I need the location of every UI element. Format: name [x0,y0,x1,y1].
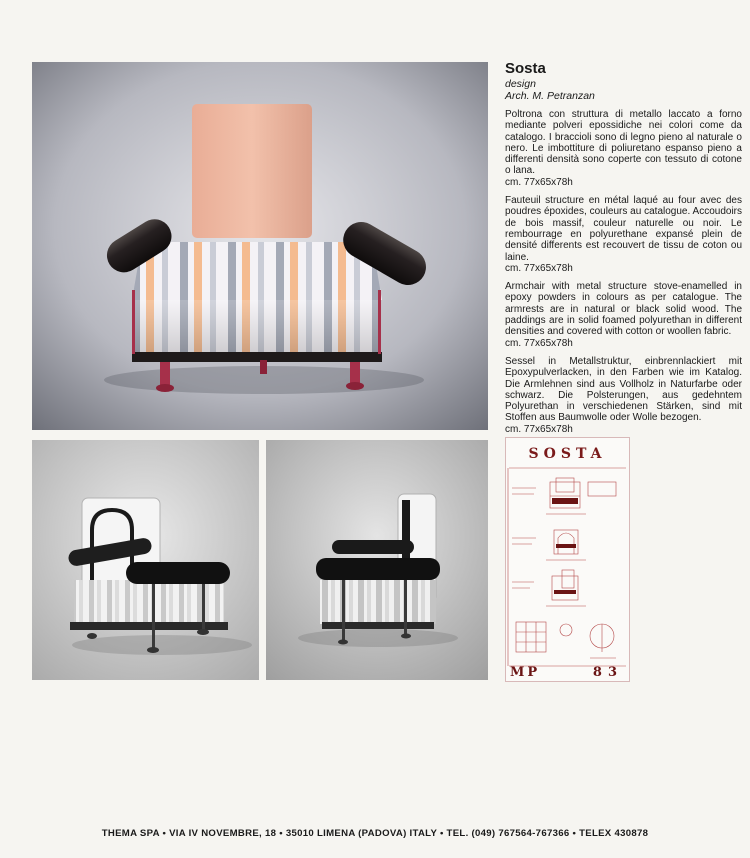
drawing-graphics [506,438,629,681]
armchair-rear-bw-image [32,440,259,680]
description-column [505,60,742,435]
description-text: Fauteuil structure en métal laqué au four avec des poudres époxides, couleurs au catalogue. Accoudoirs de bois massif, couleur naturelle ou noir. Le rembourrage en polyurethane expansé plein de densité differents est recouvert de tissu de coton ou laine. [505,195,742,263]
dimensions: cm. 77x65x78h [505,337,573,349]
description-text: Armchair with metal structure stove-enamelled in epoxy powders in colours as per catalogue. The armrests are in natural or black solid wood. The paddings are in solid foamed polyurethan in different densities and covered with cotton or woollen fabric. [505,281,742,338]
description-english [505,281,742,349]
product-title: Sosta [505,60,546,77]
dimensions: cm. 77x65x78h [505,176,573,188]
design-label: design [505,78,536,90]
description-italian [505,109,742,188]
dimensions: cm. 77x65x78h [505,423,573,435]
description-french [505,195,742,274]
sheet-title: SOSTA [528,446,607,462]
rear-view-photo [32,440,259,680]
armchair-color-image [32,62,488,430]
side-view-photo [266,440,488,680]
company-footer: THEMA SPA • VIA IV NOVEMBRE, 18 • 35010 LIMENA (PADOVA) ITALY • TEL. (049) 767564-767366 • TELEX 430878 [101,828,649,839]
sheet-code-left: MP [510,665,541,680]
sheet-code-right: 83 [592,665,623,680]
main-product-photo [32,62,488,430]
technical-drawing-sheet [505,437,630,682]
description-german [505,356,742,435]
designer-name: Arch. M. Petranzan [505,90,595,102]
armchair-side-bw-image [266,440,488,680]
description-text: Poltrona con struttura di metallo laccato a forno mediante polveri epossidiche nei colori come da catalogo. I braccioli sono di legno pieno al naturale o nero. Le imbottiture di poliuretano espanso pieno a differenti densità sono coperte con tessuto di cotone o lana. [505,109,742,177]
description-text: Sessel in Metallstruktur, einbrennlackiert mit Epoxypulverlacken, in den Farben wie im Katalog. Die Armlehnen sind aus Vollholz in Naturfarbe oder schwarz. Die Polsterungen, aus gedehntem Polyurethan in verschiedenen Stärken, sind mit Stoffen aus Baumwolle oder Wolle bezogen. [505,355,742,424]
dimensions: cm. 77x65x78h [505,262,573,274]
